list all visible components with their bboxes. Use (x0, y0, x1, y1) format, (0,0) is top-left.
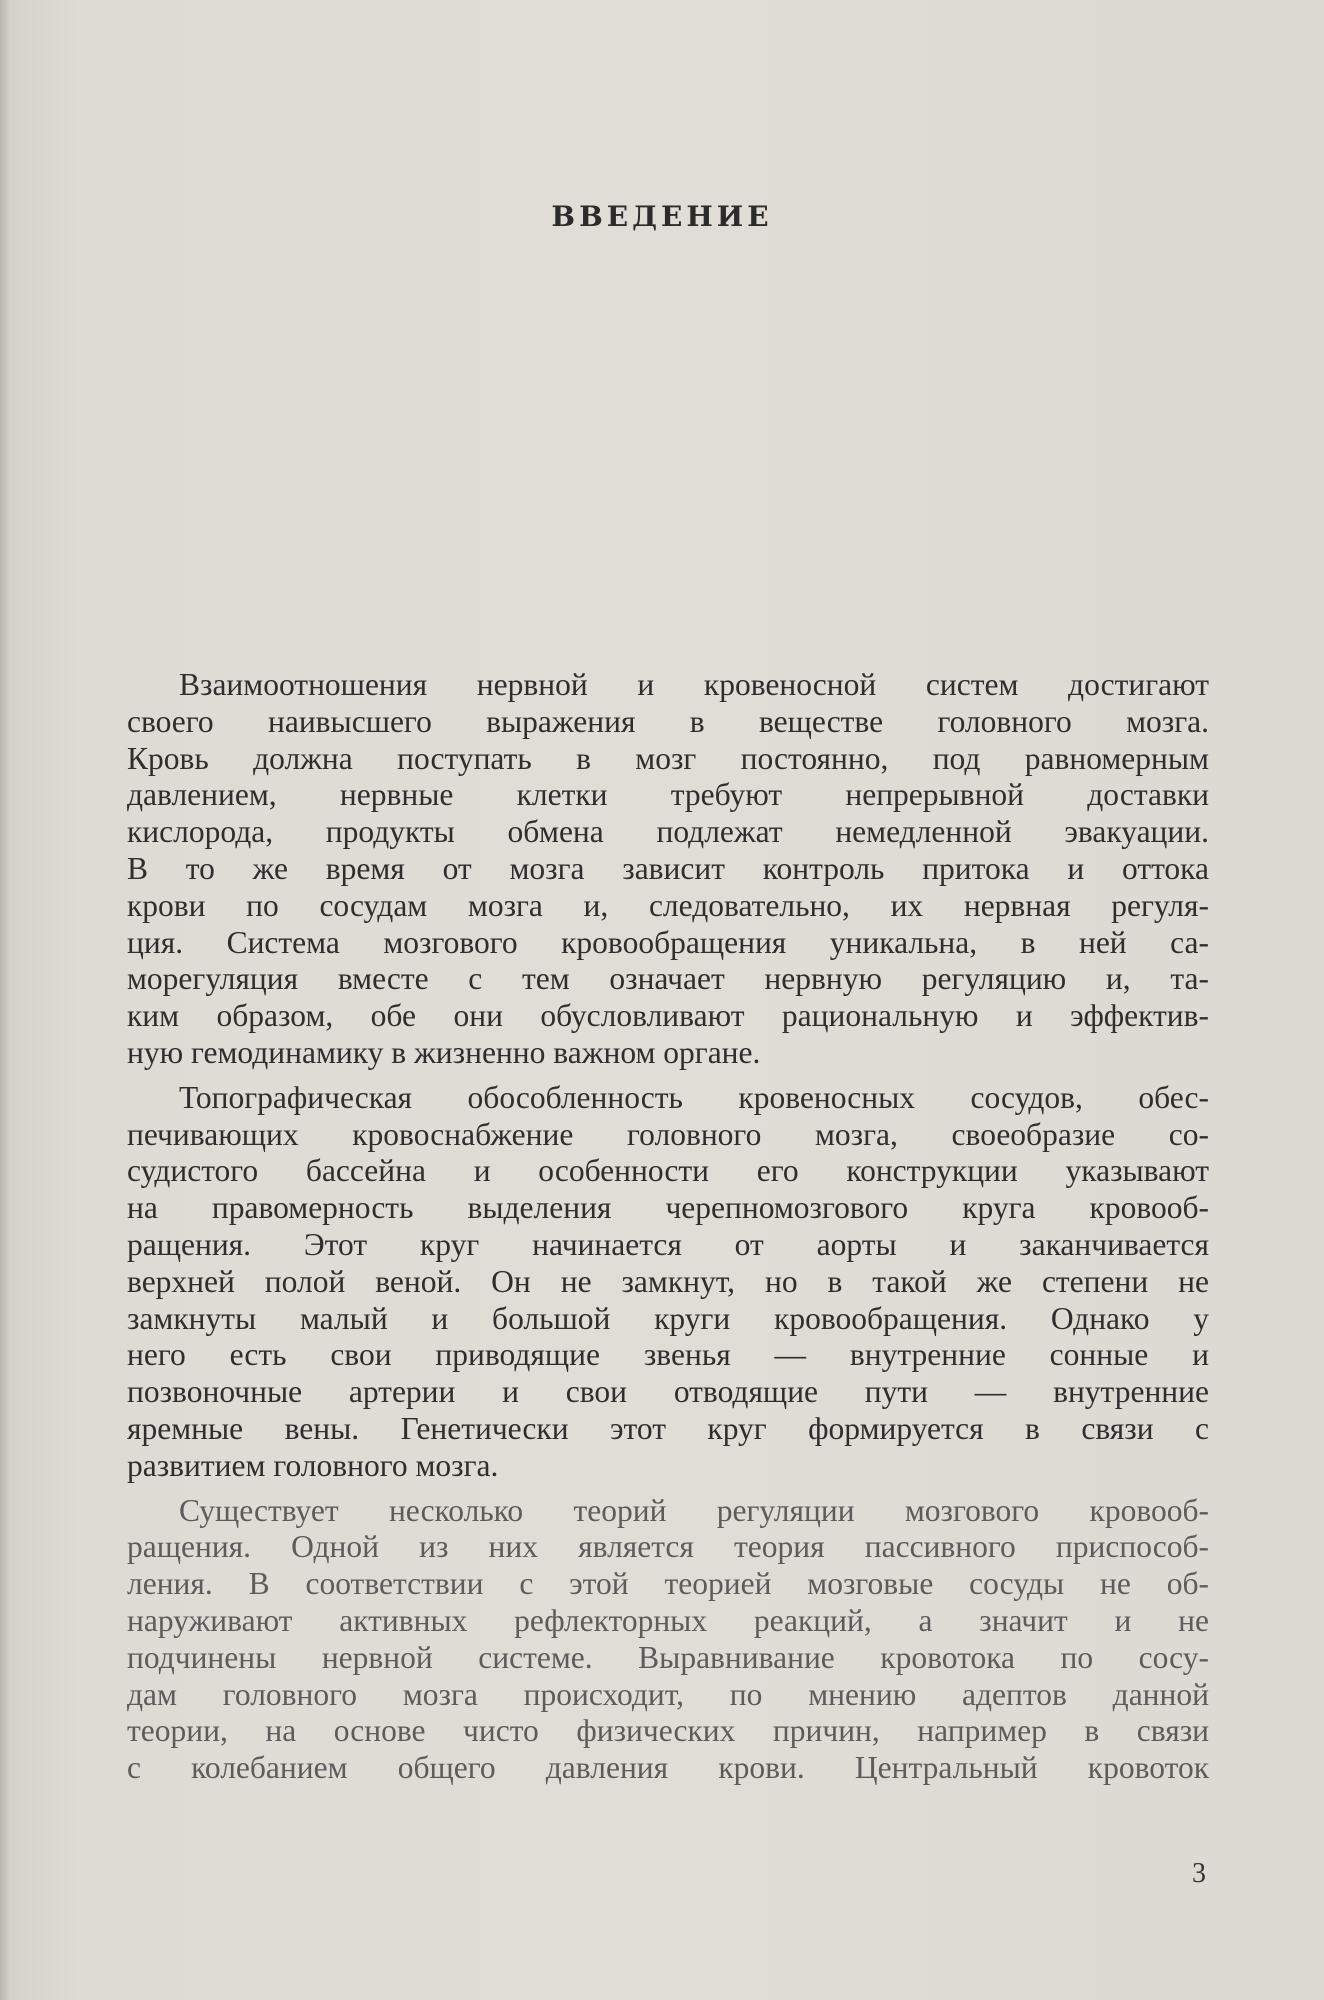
text-line: позвоночные артерии и свои отводящие пути — внутренние (127, 1374, 1209, 1410)
text-line: печивающих кровоснабжение головного мозга, своеобразие со- (127, 1116, 1209, 1152)
text-line: верхней полой веной. Он не замкнут, но в такой же степени не (127, 1263, 1209, 1299)
body-text (127, 667, 1209, 1787)
text-line: судистого бассейна и особенности его конструкции указывают (127, 1153, 1209, 1189)
text-line: своего наивысшего выражения в веществе головного мозга. (127, 703, 1209, 739)
text-line: подчинены нервной системе. Выравнивание кровотока по сосу- (127, 1639, 1209, 1675)
paragraph-2 (127, 1080, 1209, 1485)
page-edge-shadow (0, 0, 10, 2000)
text-line: кислорода, продукты обмена подлежат немедленной эвакуации. (127, 814, 1209, 850)
text-line: теории, на основе чисто физических причин, например в связи (127, 1713, 1209, 1749)
text-line: ким образом, обе они обусловливают рациональную и эффектив- (127, 998, 1209, 1034)
text-line: ращения. Этот круг начинается от аорты и заканчивается (127, 1226, 1209, 1262)
text-line: морегуляция вместе с тем означает нервную регуляцию и, та- (127, 961, 1209, 997)
text-line: Топографическая обособленность кровеносных сосудов, обес- (179, 1079, 1209, 1115)
text-line: него есть свои приводящие звенья — внутренние сонные и (127, 1337, 1209, 1373)
text-line: ция. Система мозгового кровообращения уникальна, в ней са- (127, 924, 1209, 960)
text-line: на правомерность выделения черепномозгового круга кровооб- (127, 1190, 1209, 1226)
text-line: ления. В соответствии с этой теорией мозговые сосуды не об- (127, 1566, 1209, 1602)
text-line: давлением, нервные клетки требуют непрерывной доставки (127, 777, 1209, 813)
text-line: замкнуты малый и большой круги кровообращения. Однако у (127, 1300, 1209, 1336)
text-line: В то же время от мозга зависит контроль притока и оттока (127, 850, 1209, 886)
text-line: яремные вены. Генетически этот круг формируется в связи с (127, 1410, 1209, 1446)
page-number: 3 (1192, 1858, 1206, 1889)
text-line: Кровь должна поступать в мозг постоянно, под равномерным (127, 740, 1209, 776)
chapter-title: ВВЕДЕНИЕ (551, 200, 773, 233)
text-line: Существует несколько теорий регуляции мозгового кровооб- (179, 1492, 1209, 1528)
text-line: ращения. Одной из них является теория пассивного приспособ- (127, 1529, 1209, 1565)
text-line: наруживают активных рефлекторных реакций, а значит и не (127, 1602, 1209, 1638)
paragraph-1 (127, 667, 1209, 1072)
text-line: с колебанием общего давления крови. Центральный кровоток (127, 1750, 1209, 1786)
text-line: крови по сосудам мозга и, следовательно, их нервная регуля- (127, 887, 1209, 923)
text-line: дам головного мозга происходит, по мнению адептов данной (127, 1676, 1209, 1712)
text-line: ную гемодинамику в жизненно важном органе. (127, 1034, 761, 1070)
text-line: Взаимоотношения нервной и кровеносной систем достигают (179, 667, 1209, 702)
paragraph-3 (127, 1493, 1209, 1787)
text-line: развитием головного мозга. (127, 1447, 499, 1483)
